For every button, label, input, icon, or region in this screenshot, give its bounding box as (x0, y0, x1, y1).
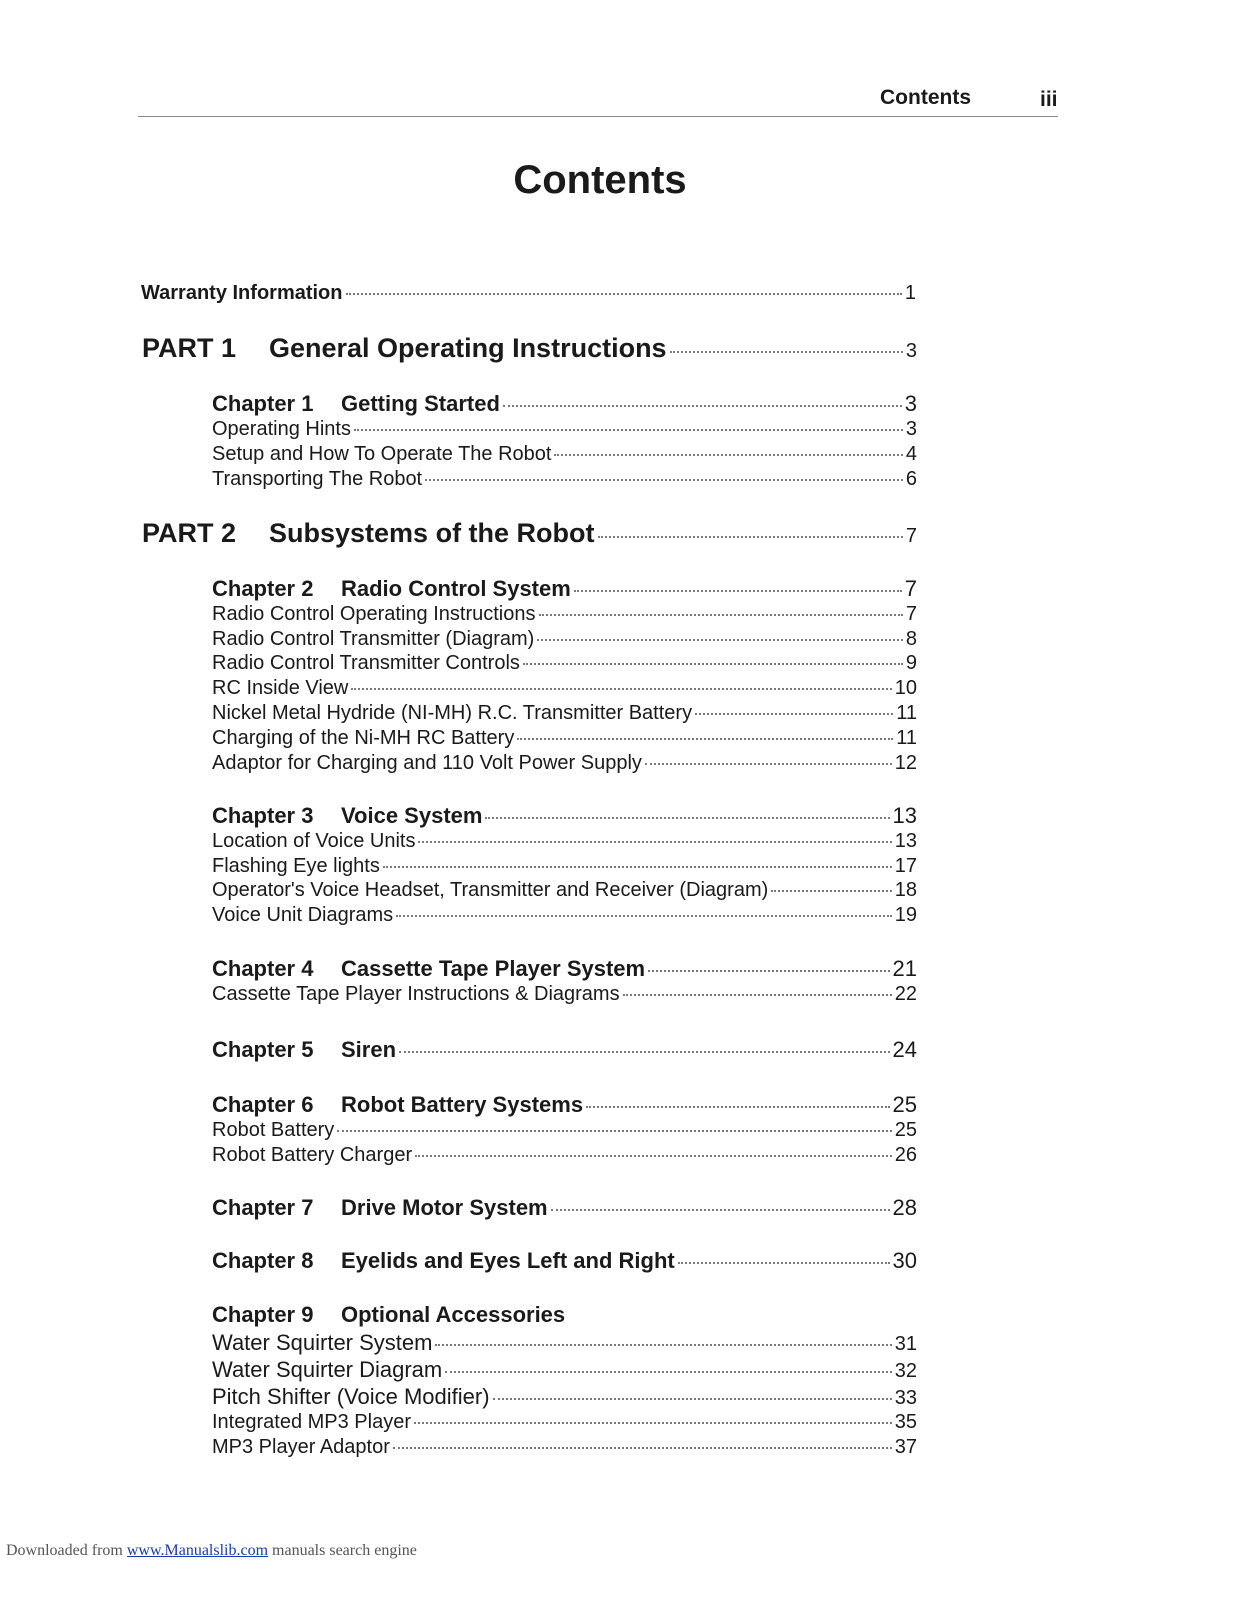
chapter-page: 13 (892, 803, 917, 828)
toc-entry-page: 22 (894, 983, 917, 1005)
toc-entry-label: Pitch Shifter (Voice Modifier) (212, 1384, 490, 1409)
dot-leader (485, 817, 889, 819)
toc-entry-label: Radio Control Transmitter (Diagram) (212, 628, 535, 650)
toc-entry-warranty[interactable] (141, 282, 916, 305)
dot-leader (645, 763, 892, 765)
toc-entry-page: 13 (894, 830, 917, 852)
chapter-number: Chapter 6 (212, 1092, 314, 1117)
toc-entry[interactable] (212, 1411, 917, 1434)
toc-chapter-6[interactable] (212, 1092, 917, 1118)
toc-entry[interactable] (212, 1119, 917, 1142)
chapter-title: Siren (341, 1037, 397, 1062)
toc-entry-label: Robot Battery Charger (212, 1144, 413, 1166)
part-number: PART 2 (142, 518, 237, 548)
toc-entry-label: Voice Unit Diagrams (212, 904, 394, 926)
part-number: PART 1 (142, 333, 237, 363)
footer-suffix: manuals search engine (268, 1542, 417, 1559)
chapter-title: Eyelids and Eyes Left and Right (341, 1248, 675, 1273)
toc-entry-label: Water Squirter Diagram (212, 1357, 443, 1382)
toc-entry[interactable] (212, 628, 917, 651)
toc-entry-label: Integrated MP3 Player (212, 1411, 411, 1433)
dot-leader (517, 738, 893, 740)
toc-entry-label: Setup and How To Operate The Robot (212, 443, 552, 465)
toc-entry-page: 12 (894, 752, 917, 774)
toc-entry-label: Robot Battery (212, 1119, 335, 1141)
dot-leader (351, 688, 891, 690)
toc-entry-label: Warranty Information (141, 282, 343, 304)
toc-entry-page: 8 (905, 628, 917, 650)
toc-entry[interactable] (212, 1384, 917, 1410)
chapter-title: Radio Control System (341, 576, 571, 601)
toc-chapter-5[interactable] (212, 1037, 917, 1063)
part-page: 3 (905, 340, 917, 362)
dot-leader (670, 351, 903, 353)
chapter-page: 24 (892, 1037, 917, 1062)
toc-entry[interactable] (212, 677, 917, 700)
toc-entry[interactable] (212, 879, 917, 902)
toc-entry-page: 19 (894, 904, 917, 926)
toc-chapter-2[interactable] (212, 576, 917, 602)
chapter-page: 25 (892, 1092, 917, 1117)
chapter-title: Drive Motor System (341, 1195, 548, 1220)
toc-entry-label: Radio Control Transmitter Controls (212, 652, 520, 674)
header-rule (138, 116, 1058, 117)
toc-entry-label: Charging of the Ni-MH RC Battery (212, 727, 515, 749)
chapter-number: Chapter 2 (212, 576, 314, 601)
toc-chapter-7[interactable] (212, 1195, 917, 1221)
toc-entry-page: 11 (896, 702, 917, 724)
toc-entry-label: Cassette Tape Player Instructions & Diagrams (212, 983, 620, 1005)
toc-entry[interactable] (212, 1330, 917, 1356)
footer-prefix: Downloaded from (6, 1542, 127, 1559)
toc-chapter-9[interactable] (212, 1302, 917, 1328)
dot-leader (574, 590, 902, 592)
chapter-number: Chapter 7 (212, 1195, 314, 1220)
dot-leader (415, 1155, 892, 1157)
toc-entry[interactable] (212, 1357, 917, 1383)
toc-entry-label: RC Inside View (212, 677, 349, 699)
dot-leader (586, 1106, 889, 1108)
toc-entry-label: Water Squirter System (212, 1330, 433, 1355)
chapter-number: Chapter 9 (212, 1302, 314, 1327)
toc-entry-page: 4 (905, 443, 917, 465)
toc-entry-label: Operating Hints (212, 418, 351, 440)
dot-leader (695, 713, 893, 715)
toc-chapter-3[interactable] (212, 803, 917, 829)
dot-leader (425, 479, 903, 481)
toc-entry-label: Radio Control Operating Instructions (212, 603, 536, 625)
toc-entry[interactable] (212, 855, 917, 878)
page-title: Contents (513, 158, 687, 202)
toc-entry[interactable] (212, 603, 917, 626)
toc-entry[interactable] (212, 702, 917, 725)
chapter-page: 30 (892, 1248, 917, 1273)
dot-leader (337, 1130, 891, 1132)
toc-entry-page: 17 (894, 855, 917, 877)
running-header-page-number: iii (1040, 88, 1058, 111)
chapter-title: Optional Accessories (341, 1302, 566, 1327)
chapter-number: Chapter 1 (212, 391, 314, 416)
toc-entry[interactable] (212, 830, 917, 853)
toc-entry[interactable] (212, 727, 917, 750)
dot-leader (523, 663, 903, 665)
toc-entry-label: Nickel Metal Hydride (NI-MH) R.C. Transmitter Battery (212, 702, 693, 724)
dot-leader (493, 1398, 892, 1400)
chapter-title: Voice System (341, 803, 483, 828)
dot-leader (503, 405, 902, 407)
toc-chapter-8[interactable] (212, 1248, 917, 1274)
dot-leader (399, 1051, 889, 1053)
manualslib-link[interactable]: www.Manualslib.com (126, 1542, 269, 1559)
dot-leader (623, 994, 892, 996)
toc-entry-page: 3 (905, 418, 917, 440)
chapter-number: Chapter 4 (212, 956, 314, 981)
toc-entry-label: Operator's Voice Headset, Transmitter and Receiver (Diagram) (212, 879, 769, 901)
toc-chapter-4[interactable] (212, 956, 917, 982)
dot-leader (393, 1447, 892, 1449)
toc-entry-page: 1 (904, 282, 916, 304)
chapter-page: 7 (904, 576, 917, 601)
dot-leader (539, 614, 903, 616)
chapter-number: Chapter 5 (212, 1037, 314, 1062)
chapter-title: Robot Battery Systems (341, 1092, 584, 1117)
toc-entry[interactable] (212, 468, 917, 491)
dot-leader (771, 890, 891, 892)
chapter-page: 28 (892, 1195, 917, 1220)
dot-leader (598, 536, 903, 538)
toc-entry-page: 31 (894, 1333, 917, 1355)
dot-leader (554, 454, 902, 456)
toc-entry-page: 25 (894, 1119, 917, 1141)
dot-leader (648, 970, 889, 972)
dot-leader (418, 841, 891, 843)
toc-entry-label: Transporting The Robot (212, 468, 423, 490)
toc-part-1[interactable] (142, 333, 917, 364)
dot-leader (354, 429, 903, 431)
toc-entry[interactable] (212, 983, 917, 1006)
toc-entry[interactable] (212, 1144, 917, 1167)
toc-entry[interactable] (212, 1436, 917, 1459)
toc-entry-page: 7 (905, 603, 917, 625)
dot-leader (396, 915, 892, 917)
toc-entry[interactable] (212, 652, 917, 675)
chapter-page: 21 (892, 956, 917, 981)
download-footer (6, 1542, 417, 1560)
chapter-number: Chapter 3 (212, 803, 314, 828)
toc-entry-label: Flashing Eye lights (212, 855, 380, 877)
toc-entry-label: MP3 Player Adaptor (212, 1436, 390, 1458)
chapter-title: Cassette Tape Player System (341, 956, 646, 981)
part-title: General Operating Instructions (269, 333, 667, 363)
chapter-number: Chapter 8 (212, 1248, 314, 1273)
toc-chapter-1[interactable] (212, 391, 917, 417)
part-page: 7 (905, 525, 917, 547)
toc-entry-page: 32 (894, 1360, 917, 1382)
toc-entry-page: 18 (894, 879, 917, 901)
toc-entry[interactable] (212, 904, 917, 927)
dot-leader (414, 1422, 892, 1424)
toc-entry-label: Adaptor for Charging and 110 Volt Power Supply (212, 752, 642, 774)
chapter-page: 3 (904, 391, 917, 416)
dot-leader (678, 1262, 890, 1264)
dot-leader (383, 866, 892, 868)
dot-leader (551, 1209, 890, 1211)
toc-entry[interactable] (212, 418, 917, 441)
toc-part-2[interactable] (142, 518, 917, 549)
toc-entry-page: 11 (896, 727, 917, 749)
toc-entry-label: Location of Voice Units (212, 830, 416, 852)
dot-leader (346, 293, 902, 295)
toc-entry-page: 33 (894, 1387, 917, 1409)
toc-entry[interactable] (212, 752, 917, 775)
toc-entry-page: 37 (894, 1436, 917, 1458)
toc-entry-page: 35 (894, 1411, 917, 1433)
dot-leader (435, 1344, 891, 1346)
toc-entry-page: 10 (894, 677, 917, 699)
toc-entry-page: 9 (905, 652, 917, 674)
toc-entry-page: 26 (894, 1144, 917, 1166)
chapter-title: Getting Started (341, 391, 500, 416)
dot-leader (445, 1371, 892, 1373)
toc-entry-page: 6 (905, 468, 917, 490)
part-title: Subsystems of the Robot (269, 518, 595, 548)
running-header-title: Contents (880, 86, 971, 109)
dot-leader (537, 639, 903, 641)
toc-entry[interactable] (212, 443, 917, 466)
